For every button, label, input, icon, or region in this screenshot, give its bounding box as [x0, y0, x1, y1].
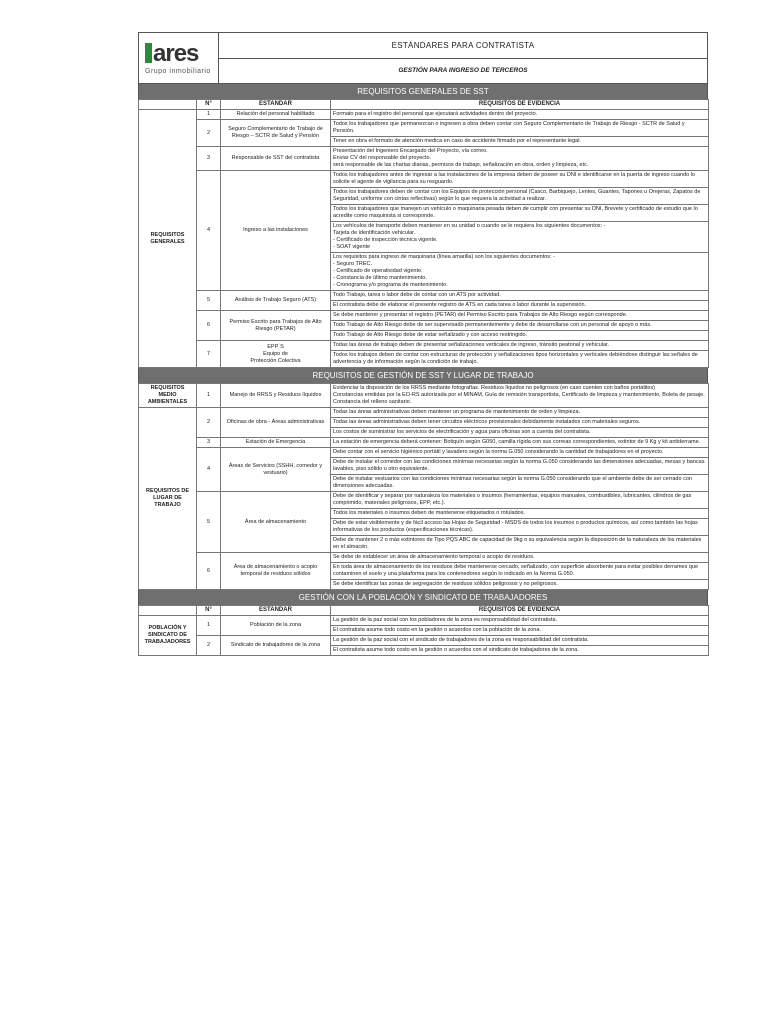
- table-row: [139, 408, 709, 418]
- evidence-cell: Todos los trabajadores antes de ingresar a las instalaciones de la empresa deben de poseer su DNI e identificarse en la puerta de ingreso cuando lo solicite el agente de vigilancia para su resguardo.: [331, 171, 709, 188]
- standard-name: Áreas de Servicios (SSHH, comedor y vestuario): [221, 448, 331, 492]
- category-cell: REQUISITOS MEDIO AMBIENTALES: [139, 384, 197, 408]
- evidence-cell: Todo Trabajo de Alto Riesgo debe de estar señalizado y con acceso restringido.: [331, 331, 709, 341]
- standard-number: 5: [197, 492, 221, 553]
- evidence-cell: El contratista asume todo costo en la gestión o acuerdos con la población de la zona.: [331, 626, 709, 636]
- evidence-cell: Todo Trabajo, tarea o labor debe de contar con un ATS por actividad.: [331, 291, 709, 301]
- standard-number: 4: [197, 171, 221, 291]
- section-table: [138, 605, 709, 656]
- standard-name: Estación de Emergencia: [221, 438, 331, 448]
- category-cell: POBLACIÓN Y SINDICATO DE TRABAJADORES: [139, 616, 197, 656]
- logo-brand: ares: [153, 39, 199, 67]
- document-title: ESTÁNDARES PARA CONTRATISTA: [219, 33, 707, 59]
- evidence-cell: Evidenciar la disposición de los RRSS mediante fotografías. Residuos líquidos no peligrosos (en caso cuenten con baños portátiles) Constancias emitidas por la EO-RS autorizada por el MINAM, Guía de remisión transportista, Certificado de limpieza y mantenimiento, Boleta de pesaje. Constancia del relleno sanitario.: [331, 384, 709, 408]
- standard-number: 5: [197, 291, 221, 311]
- standard-name: Responsable de SST del contratista: [221, 147, 331, 171]
- header-num: N°: [197, 100, 221, 110]
- standard-number: 2: [197, 408, 221, 438]
- evidence-cell: Todos los materiales o insumos deben de mantenerse etiquetados o rotulados.: [331, 509, 709, 519]
- company-logo: [139, 33, 219, 83]
- header-evidence: REQUISITOS DE EVIDENCIA: [331, 606, 709, 616]
- table-row: [139, 448, 709, 458]
- evidence-cell: Debe de identificar y separar por naturaleza los materiales o insumos (herramientas, equipos manuales, combustibles, lubricantes, cilindros de gas comprimido, materiales peligrosos, EPP, etc.).: [331, 492, 709, 509]
- evidence-cell: Debe de instalar vestuarios con las condiciones mínimas necesarias según la norma G.050 considerando que el ambiente debe de ser cerrado con dimensiones adecuadas.: [331, 475, 709, 492]
- evidence-cell: Los costos de suministrar los servicios de electrificación y agua para oficinas son a cuenta del contratista.: [331, 428, 709, 438]
- evidence-cell: Formato para el registro del personal que ejecutará actividades dentro del proyecto.: [331, 110, 709, 120]
- table-row: [139, 291, 709, 301]
- table-row: [139, 616, 709, 626]
- evidence-cell: Todas las áreas administrativas deben tener circuitos eléctricos provisionales debidamente instalados con materiales seguros.: [331, 418, 709, 428]
- standard-name: Relación del personal habilitado: [221, 110, 331, 120]
- standard-name: Sindicato de trabajadores de la zona: [221, 636, 331, 656]
- standard-name: Seguro Complementario de Trabajo de Riesgo – SCTR de Salud y Pensión: [221, 120, 331, 147]
- section-band: REQUISITOS GENERALES DE SST: [138, 84, 708, 99]
- table-row: [139, 147, 709, 171]
- standard-name: Área de almacenamiento o acopio temporal de residuos sólidos: [221, 553, 331, 590]
- standard-name: Análisis de Trabajo Seguro (ATS): [221, 291, 331, 311]
- table-row: [139, 171, 709, 188]
- standard-name: Área de almacenamiento: [221, 492, 331, 553]
- table-row: [139, 110, 709, 120]
- category-cell: REQUISITOS GENERALES: [139, 110, 197, 368]
- header-standard: ESTANDAR: [221, 100, 331, 110]
- header-blank: [139, 606, 197, 616]
- header-standard: ESTANDAR: [221, 606, 331, 616]
- sections-container: [138, 84, 708, 656]
- header-row: [139, 606, 709, 616]
- standard-name: EPP´S Equipo de Protección Colectiva: [221, 341, 331, 368]
- evidence-cell: Los vehículos de transporte deben mantener en su unidad o cuando se le requiera los siguientes documentos: - Tarjeta de identificación vehicular. - Certificado de inspección técnica vigente. - SOAT vigente: [331, 222, 709, 253]
- table-row: [139, 120, 709, 137]
- standard-number: 1: [197, 616, 221, 636]
- section-band: GESTIÓN CON LA POBLACIÓN Y SINDICATO DE TRABAJADORES: [138, 590, 708, 605]
- table-row: [139, 384, 709, 408]
- evidence-cell: La gestión de la paz social con los pobladores de la zona es responsabilidad del contratista.: [331, 616, 709, 626]
- standard-name: Población de la zona: [221, 616, 331, 636]
- evidence-cell: La estación de emergencia deberá contener: Botiquín según G050, camilla rígida con sus correas correspondientes, extintor de 9 Kg y kit antiderrame.: [331, 438, 709, 448]
- header-evidence: REQUISITOS DE EVIDENCIA: [331, 100, 709, 110]
- evidence-cell: Los requisitos para ingreso de maquinaria (línea amarilla) son los siguientes documentos: - - Seguro TREC. - Certificado de operatividad vigente. - Constancia de último mantenimiento. - Cronograma y/o programa de mantenimiento.: [331, 253, 709, 291]
- standard-name: Ingreso a las instalaciones: [221, 171, 331, 291]
- header-num: N°: [197, 606, 221, 616]
- standard-number: 4: [197, 448, 221, 492]
- evidence-cell: Debe de instalar el comedor con las condiciones mínimas necesarias según la norma G.050 considerando las dimensiones adecuadas, mesas y bancas lavables, piso sólido u otro equivalente.: [331, 458, 709, 475]
- table-row: [139, 553, 709, 563]
- evidence-cell: Debe contar con el servicio higiénico portátil y lavadero según la norma G.050 considerando la cantidad de trabajadores en el proyecto.: [331, 448, 709, 458]
- header-titles: [219, 33, 707, 83]
- evidence-cell: Todas las áreas administrativas deben mantener un programa de mantenimiento de orden y limpieza.: [331, 408, 709, 418]
- standard-name: Oficinas de obra - Áreas administrativas: [221, 408, 331, 438]
- evidence-cell: Todo Trabajo de Alto Riesgo debe de ser supervisado permanentemente y debe de desarrollarse con un personal de apoyo o más.: [331, 321, 709, 331]
- evidence-cell: Presentación del Ingeniero Encargado del Proyecto, vía correo. Enviar CV del responsable del proyecto. será responsable de las charlas diarias, permisos de trabajo, señalización en obra, orden y limpieza, etc.: [331, 147, 709, 171]
- table-row: [139, 311, 709, 321]
- section-band: REQUISITOS DE GESTIÓN DE SST Y LUGAR DE TRABAJO: [138, 368, 708, 383]
- evidence-cell: La gestión de la paz social con el sindicato de trabajadores de la zona es responsabilidad del contratista.: [331, 636, 709, 646]
- category-cell: REQUISITOS DE LUGAR DE TRABAJO: [139, 408, 197, 590]
- table-row: [139, 341, 709, 351]
- standard-name: Manejo de RRSS y Residuos líquidos: [221, 384, 331, 408]
- evidence-cell: Tener en obra el formato de atención medica en caso de accidente firmado por el representante legal.: [331, 137, 709, 147]
- standard-number: 1: [197, 384, 221, 408]
- evidence-cell: Todos los trabajadores deben de contar con los Equipos de protección personal (Casco, Barbiquejo, Lentes, Guantes, Tapones u Orejeras, Zapatos de Seguridad, uniforme con cintas reflectivas) según lo que requiera la actividad a realizar.: [331, 188, 709, 205]
- logo-l-icon: [145, 43, 152, 63]
- logo-tagline: Grupo inmobiliario: [145, 67, 211, 75]
- standard-number: 3: [197, 147, 221, 171]
- standard-number: 1: [197, 110, 221, 120]
- table-row: [139, 438, 709, 448]
- document-subtitle: GESTIÓN PARA INGRESO DE TERCEROS: [398, 67, 528, 75]
- evidence-cell: Todos los trabajos deben de contar con estructuras de protección y señalizaciones tipos horizontales y verticales debiéndose distinguir las señales de advertencia y de información según la condición de trabajo.: [331, 351, 709, 368]
- table-row: [139, 492, 709, 509]
- evidence-cell: Todas las áreas de trabajo deben de presentar señalizaciones verticales de ingreso, tránsito peatonal y vehicular.: [331, 341, 709, 351]
- evidence-cell: Se debe mantener y presentar el registro (PETAR) del Permiso Escrito para Trabajos de Alto Riesgo según corresponde.: [331, 311, 709, 321]
- header-row: [139, 100, 709, 110]
- table-row: [139, 636, 709, 646]
- evidence-cell: Se debe de establecer un área de almacenamiento temporal o acopio de residuos.: [331, 553, 709, 563]
- section-table: [138, 99, 709, 368]
- sheet-header: [138, 32, 708, 84]
- evidence-cell: En toda área de almacenamiento de los residuos debe mantenerse cercado, señalizado, con superficie absorbente para evitar posibles derrames que contaminen el suelo y una plataforma para los contenedores según lo indicado en la Norma G.050.: [331, 563, 709, 580]
- standard-name: Permiso Escrito para Trabajos de Alto Riesgo (PETAR): [221, 311, 331, 341]
- evidence-cell: Debe de mantener 2 o más extintores de Tipo PQS ABC de capacidad de 9kg o su equivalencia según la disposición de la naturaleza de los materiales en el almacén.: [331, 536, 709, 553]
- section-table: [138, 383, 709, 590]
- standard-number: 2: [197, 120, 221, 147]
- standard-number: 6: [197, 553, 221, 590]
- evidence-cell: Todos los trabajadores que permanezcan o ingresen a obra deben contar con Seguro Complementario de Trabajo de Riesgo - SCTR de Salud y Pensión.: [331, 120, 709, 137]
- header-blank: [139, 100, 197, 110]
- evidence-cell: Debe de estar visiblemente y de fácil acceso las Hojas de Seguridad - MSDS de todos los insumos o productos químicos, así como también las hojas informativas de los productos (especificaciones técnicas).: [331, 519, 709, 536]
- evidence-cell: El contratista debe de elaborar el presente registro de ATS en cada tarea o labor durante la supervisión.: [331, 301, 709, 311]
- standard-number: 7: [197, 341, 221, 368]
- logo-wordmark: [145, 39, 218, 67]
- standard-number: 6: [197, 311, 221, 341]
- standard-number: 2: [197, 636, 221, 656]
- standard-number: 3: [197, 438, 221, 448]
- standards-sheet: [138, 32, 708, 656]
- evidence-cell: El contratista asume todo costo en la gestión o acuerdos con el sindicato de trabajadores de la zona.: [331, 646, 709, 656]
- evidence-cell: Todos los trabajadores que manejen un vehículo o maquinaria pesada deben de cumplir con presentar su DNI, Brevete y certificado de estudio que lo acredite como maquinista si corresponde.: [331, 205, 709, 222]
- evidence-cell: Se debe identificar las zonas de segregación de residuos sólidos peligrosos y no peligrosos.: [331, 580, 709, 590]
